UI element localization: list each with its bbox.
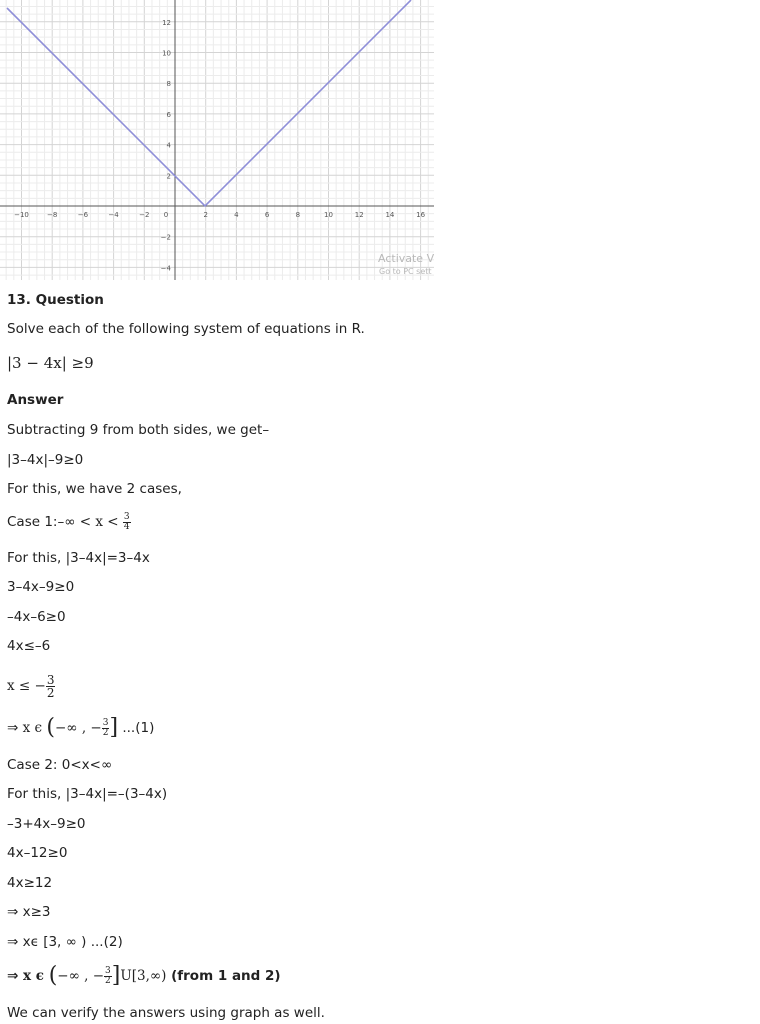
question-inequality [7,353,94,373]
answer-line-15: 4x≥12 [7,875,53,891]
line-9-fraction [46,674,56,699]
answer-line-14: 4x–12≥0 [7,845,68,861]
answer-line-2: |3–4x|–9≥0 [7,452,84,468]
x-tick-label: 8 [295,211,301,219]
y-tick-label: −4 [160,264,171,273]
final-arrow: ⇒ [7,968,19,984]
case-1-numerator: 3 [123,511,130,522]
y-tick-label: −2 [160,233,171,242]
case-2-line: Case 2: 0<x<∞ [7,757,113,773]
y-tick-label: 4 [166,141,171,150]
inequality-left: |3 − 4x| [7,354,67,372]
answer-line-7: –4x–6≥0 [7,609,66,625]
answer-line-13: –3+4x–9≥0 [7,816,86,832]
answer-line-1: Subtracting 9 from both sides, we get– [7,422,270,438]
final-close: ] [111,963,121,988]
line-9-numerator: 3 [46,672,55,687]
result-1-close: ] [109,715,119,740]
x-tick-label: −6 [77,211,89,219]
watermark-settings: Go to PC sett [379,267,432,276]
case-1-relation: < x < [79,514,119,530]
x-tick-label: 4 [234,211,239,219]
line-9-lhs: x ≤ − [7,678,46,694]
case-1-fraction [123,513,131,532]
answer-line-5: For this, |3–4x|=3–4x [7,550,150,566]
y-tick-label: 6 [166,110,171,119]
answer-line-8: 4x≤–6 [7,638,51,654]
result-1-tag: ...(1) [122,720,155,736]
y-tick-label: 10 [162,49,171,58]
final-result-line [7,962,281,990]
result-1-denominator: 2 [102,727,109,738]
answer-heading: Answer [7,392,64,408]
result-1-arrow: ⇒ [7,720,19,736]
answer-line-6: 3–4x–9≥0 [7,579,75,595]
final-fraction [104,967,112,986]
question-heading: 13. Question [7,292,104,308]
final-x: x ϵ [23,968,44,984]
x-tick-label: 14 [385,211,395,219]
case-1-line [7,509,131,535]
watermark-activate: Activate V [378,252,434,265]
inequality-right: 9 [84,354,94,372]
y-tick-label: 8 [166,80,171,89]
result-1-open: ( [46,715,55,740]
final-open: ( [48,963,58,988]
result-1-x: x ϵ [22,720,43,736]
inequality-op: ≥ [71,354,85,372]
final-numerator: 3 [105,965,111,976]
answer-line-9 [7,668,55,704]
x-tick-label: 2 [203,211,208,219]
final-note: We can verify the answers using graph as well. [7,1005,325,1021]
question-prompt: Solve each of the following system of equations in R. [7,321,365,337]
answer-line-17: ⇒ xϵ [3, ∞ ) ...(2) [7,934,123,950]
result-1-line [7,714,154,742]
result-1-numerator: 3 [102,717,109,728]
x-tick-label: −8 [47,211,58,219]
y-tick-label: 2 [166,172,171,181]
case-1-denominator: 4 [123,521,130,532]
x-tick-label: 10 [324,211,333,219]
x-tick-label: −4 [108,211,119,219]
final-union: U[3,∞) [120,968,167,984]
result-1-inner: −∞ , − [54,720,102,736]
x-tick-label: −10 [14,211,29,219]
x-tick-label: 0 [163,211,169,219]
answer-line-12: For this, |3–4x|=–(3–4x) [7,786,168,802]
absolute-value-graph [0,0,434,280]
answer-line-16: ⇒ x≥3 [7,904,51,920]
y-tick-label: 12 [162,18,171,27]
line-9-denominator: 2 [46,685,55,700]
x-tick-label: 16 [416,211,426,219]
final-inner: −∞ , − [57,968,105,984]
x-tick-label: 12 [354,211,364,219]
case-1-label: Case 1:–∞ [7,514,76,530]
x-tick-label: −2 [139,211,150,219]
final-tag: (from 1 and 2) [171,968,281,984]
x-tick-label: 6 [264,211,270,219]
answer-line-3: For this, we have 2 cases, [7,481,182,497]
final-denominator: 2 [105,975,111,986]
